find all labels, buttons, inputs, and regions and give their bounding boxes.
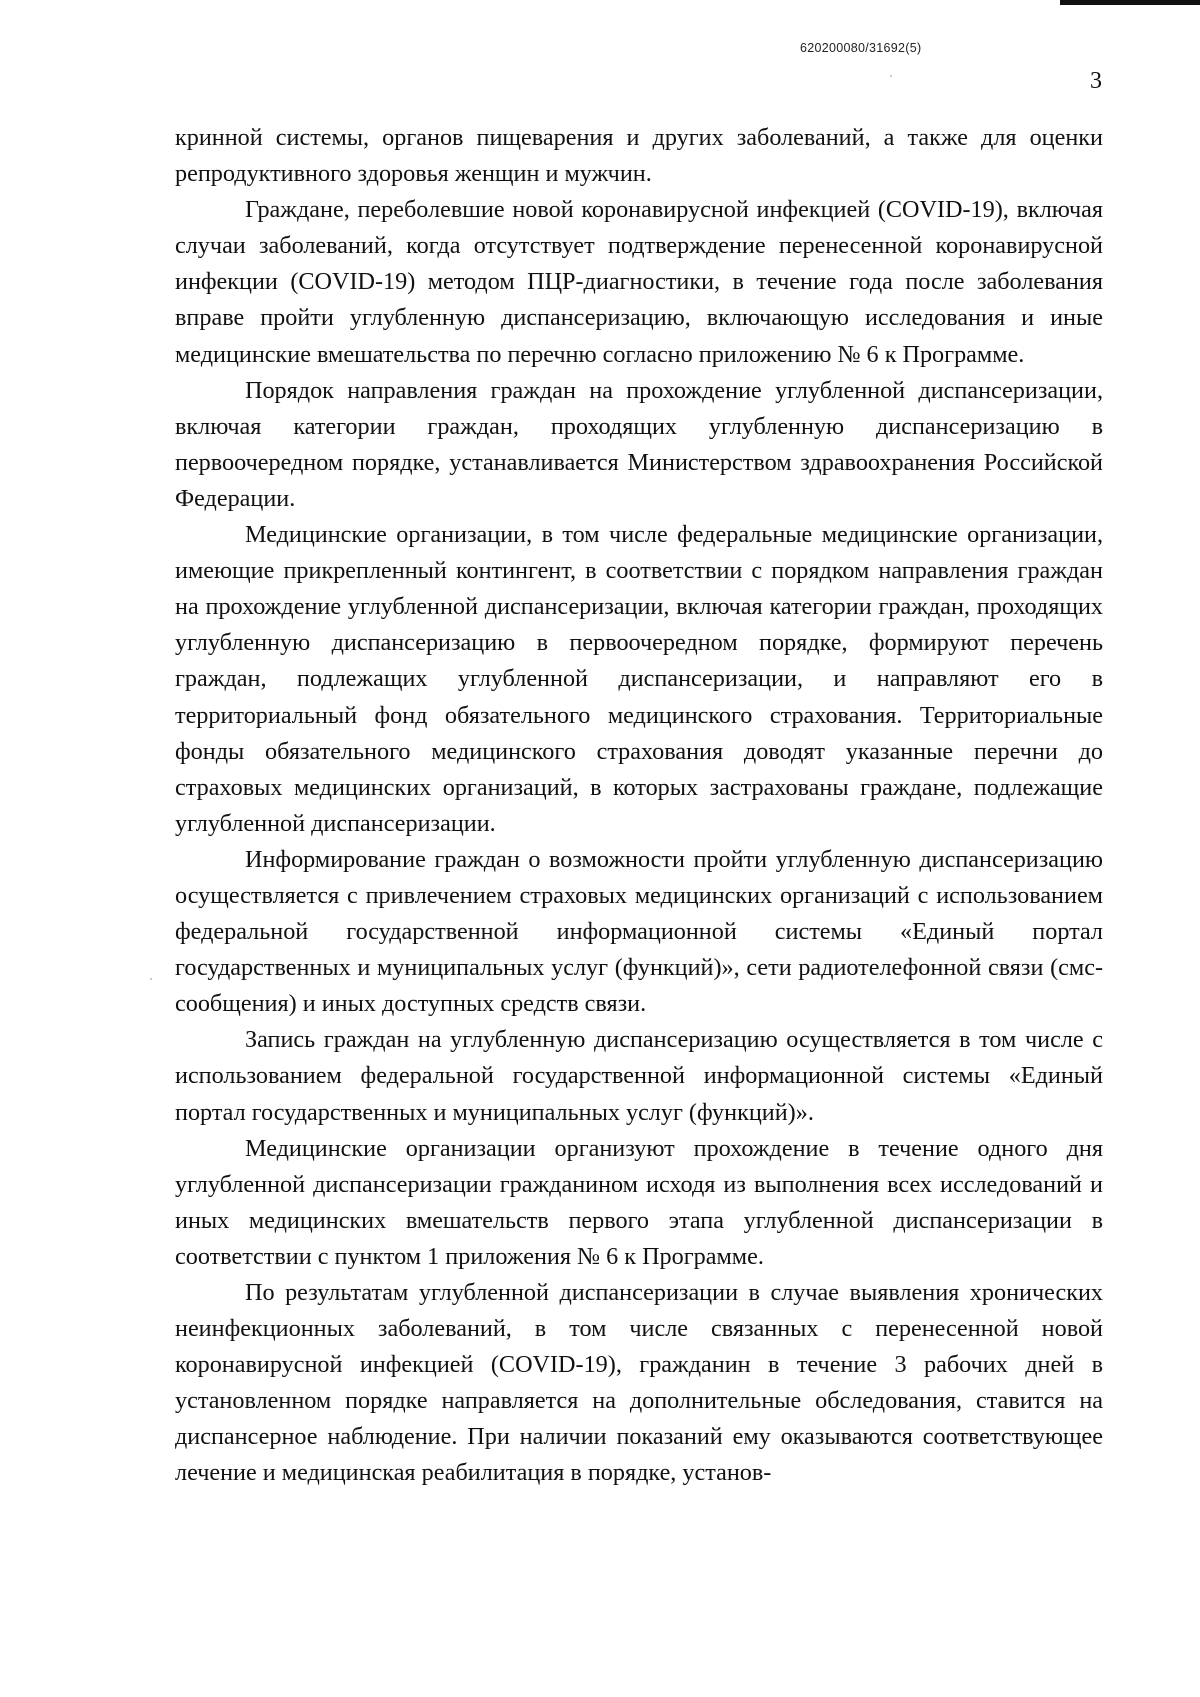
paragraph-3: Порядок направления граждан на прохождение углубленной диспансеризации, включая категории граждан, проходящих углубленную диспансеризацию в первоочередном порядке, устанавливается Министерством здравоохранения Российской Федерации. [175,376,1103,512]
paragraph-1: кринной системы, органов пищеварения и других заболеваний, а также для оценки репродуктивного здоровья женщин и мужчин. [175,124,1103,188]
paragraph-2: Граждане, переболевшие новой коронавирусной инфекцией (COVID-19), включая случаи заболеваний, когда отсутствует подтверждение перенесенной коронавирусной инфекции (COVID-19) методом ПЦР-диагностики, в течение года после заболевания вправе пройти углубленную диспансеризацию, включающую исследования и иные медицинские вмешательства по перечню согласно приложению № 6 к Программе. [175,196,1103,368]
document-body [175,120,1103,1492]
paragraph-5: Информирование граждан о возможности пройти углубленную диспансеризацию осуществляется с привлечением страховых медицинских организаций с использованием федеральной государственной информационной системы «Единый портал государственных и муниципальных услуг (функций)», сети радиотелефонной связи (смс-сообщения) и иных доступных средств связи. [175,845,1103,1018]
page-number: 3 [1090,68,1102,94]
paragraph-7: Медицинские организации организуют прохождение в течение одного дня углубленной диспансеризации гражданином исходя из выполнения всех исследований и иных медицинских вмешательств первого этапа углубленной диспансеризации в соответствии с пунктом 1 приложения № 6 к Программе. [175,1134,1103,1270]
top-edge-rule [1060,0,1200,5]
paragraph-6: Запись граждан на углубленную диспансеризацию осуществляется в том числе с использованием федеральной государственной информационной системы «Единый портал государственных и муниципальных услуг (функций)». [175,1026,1103,1126]
document-registration-code: 620200080/31692(5) [800,41,922,55]
paragraph-4: Медицинские организации, в том числе федеральные медицинские организации, имеющие прикрепленный контингент, в соответствии с порядком направления граждан на прохождение углубленной диспансеризации, включая категории граждан, проходящих углубленную диспансеризацию в первоочередном порядке, формируют перечень граждан, подлежащих углубленной диспансеризации, и направляют его в территориальный фонд обязательного медицинского страхования. Территориальные фонды обязательного медицинского страхования доводят указанные перечни до страховых медицинских организаций, в которых застрахованы граждане, подлежащие углубленной диспансеризации. [175,521,1103,837]
paragraph-8: По результатам углубленной диспансеризации в случае выявления хронических неинфекционных заболеваний, в том числе связанных с перенесенной новой коронавирусной инфекцией (COVID-19), гражданин в течение 3 рабочих дней в установленном порядке направляется на дополнительные обследования, ставится на диспансерное наблюдение. При наличии показаний ему оказываются соответствующее лечение и медицинская реабилитация в порядке, установ- [175,1279,1103,1487]
scan-speck [890,75,892,77]
scan-speck [150,978,152,980]
